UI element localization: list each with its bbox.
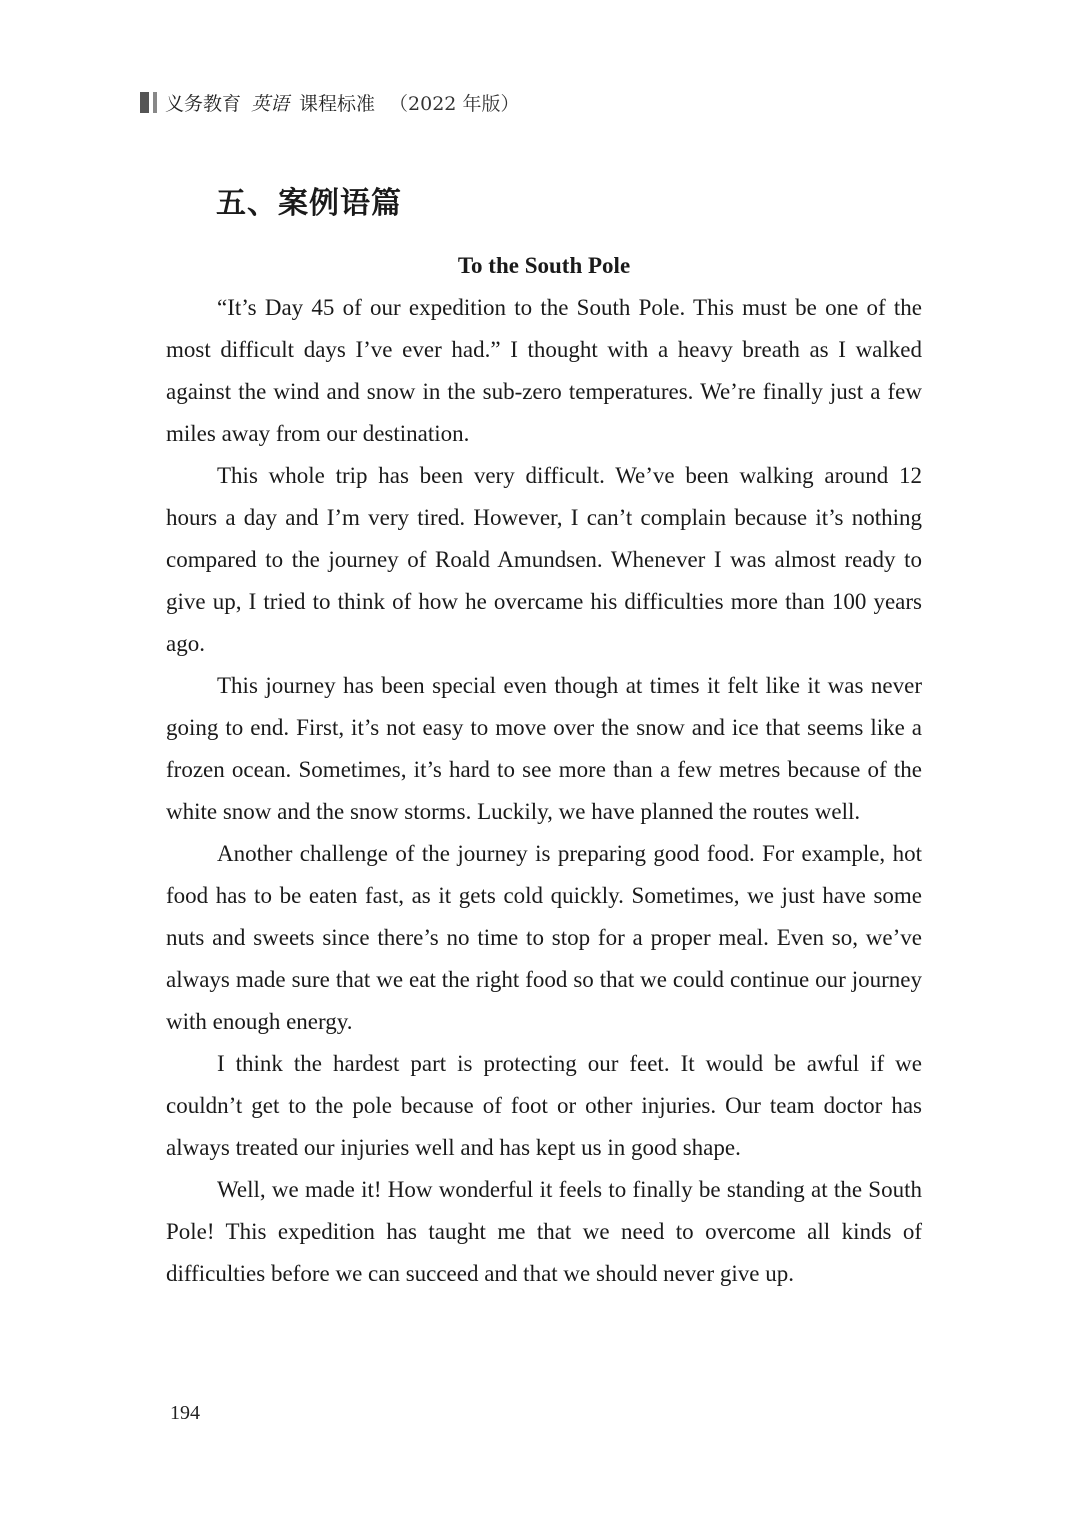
paragraph-2: This whole trip has been very difficult. We’ve been walking around 12 hours a day and I’m very tired. However, I can’t complain because it’s nothing compared to the journey of Roald Amundsen. Whenever I was almost ready to give up, I tried to think of how he overcame his difficulties more than 100 years ago. xyxy=(166,463,922,656)
header-title-part1: 义务教育 xyxy=(165,92,242,115)
article xyxy=(166,245,922,1295)
page-number: 194 xyxy=(170,1402,200,1424)
header-title-part3: 课程标准 xyxy=(299,92,376,115)
article-title: To the South Pole xyxy=(457,253,631,278)
header-edition: （2022 年版） xyxy=(389,92,520,115)
paragraph-5: I think the hardest part is protecting our feet. It would be awful if we couldn’t get to the pole because of foot or other injuries. Our team doctor has always treated our injuries well and has kept us in good shape. xyxy=(166,1051,922,1160)
header-title-subject: 英语 xyxy=(251,92,290,115)
paragraph-6: Well, we made it! How wonderful it feels to finally be standing at the South Pole! This expedition has taught me that we need to overcome all kinds of difficulties before we can succeed and that we should never give up. xyxy=(166,1177,922,1286)
paragraph-1: “It’s Day 45 of our expedition to the South Pole. This must be one of the most difficult days I’ve ever had.” I thought with a heavy breath as I walked against the wind and snow in the sub-zero temperatures. We’re finally just a few miles away from our destination. xyxy=(166,295,922,446)
section-heading: 五、案例语篇 xyxy=(216,186,402,221)
paragraph-3: This journey has been special even though at times it felt like it was never going to end. First, it’s not easy to move over the snow and ice that seems like a frozen ocean. Sometimes, it’s hard to see more than a few metres because of the white snow and the snow storms. Luckily, we have planned the routes well. xyxy=(166,673,922,824)
paragraph-4: Another challenge of the journey is preparing good food. For example, hot food has to be eaten fast, as it gets cold quickly. Sometimes, we just have some nuts and sweets since there’s no time to stop for a proper meal. Even so, we’ve always made sure that we eat the right food so that we could continue our journey with enough energy. xyxy=(166,841,922,1034)
header-marker-icon xyxy=(140,92,157,113)
running-header xyxy=(140,88,519,116)
